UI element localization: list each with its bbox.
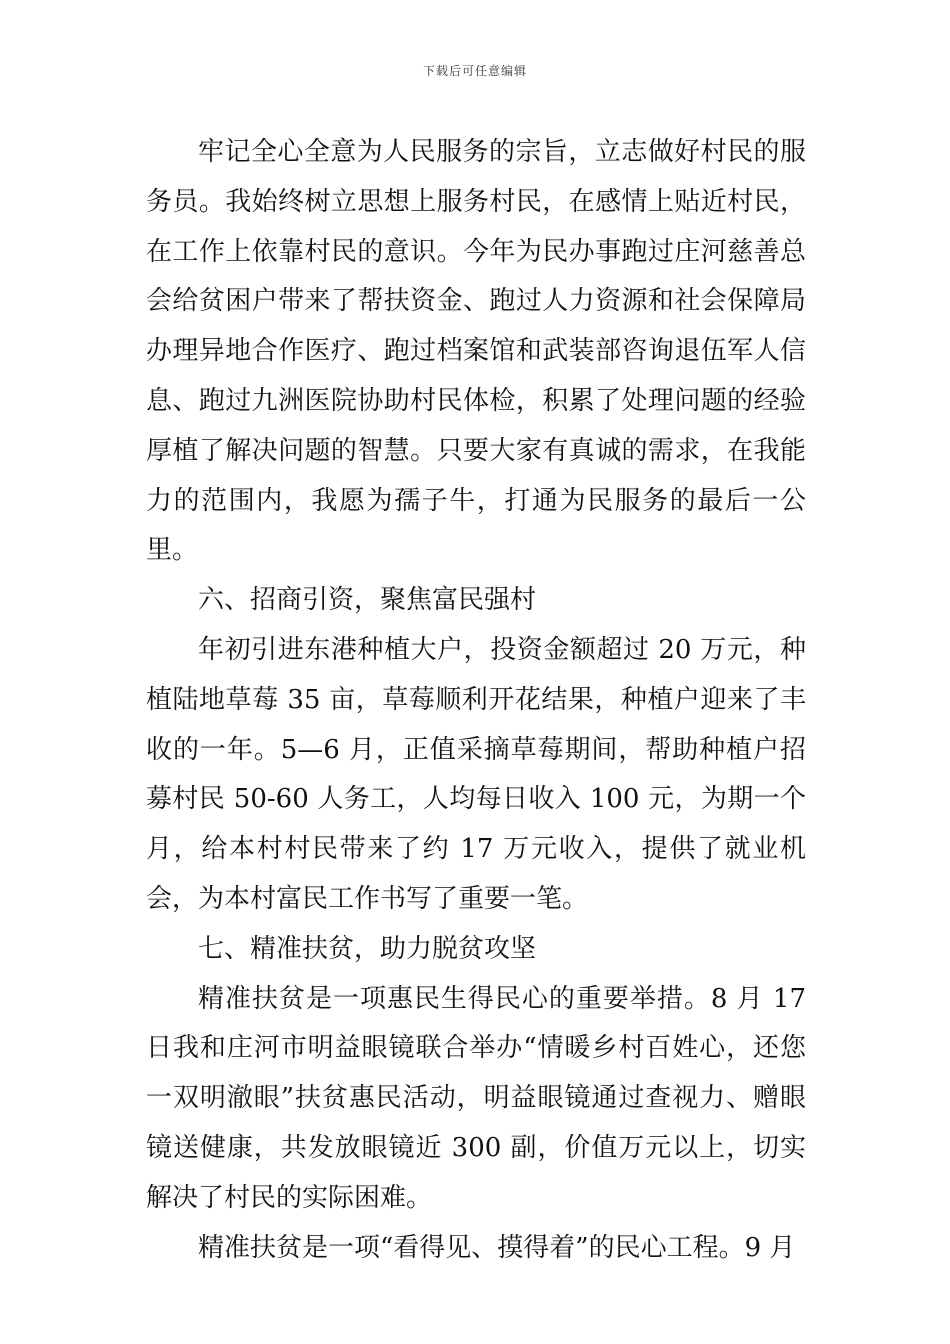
- section-heading-investment: 六、招商引资，聚焦富民强村: [198, 585, 537, 616]
- document-body: [146, 128, 806, 1273]
- paragraph-project: 精准扶贫是一项“看得见、摸得着”的民心工程。9 月: [198, 1232, 796, 1263]
- page-header-note: 下载后可任意编辑: [422, 64, 527, 78]
- section-heading-poverty: 七、精准扶贫，助力脱贫攻坚: [198, 933, 537, 964]
- paragraph-glasses: 精准扶贫是一项惠民生得民心的重要举措。8 月 17 日我和庄河市明益眼镜联合举办“情暖乡村百姓心，还您一双明澈眼”扶贫惠民活动，明益眼镜通过查视力、赠眼镜送健康，共发放眼镜近 300 副，价值万元以上，切实解决了村民的实际困难。: [146, 983, 806, 1213]
- paragraph-service: 牢记全心全意为人民服务的宗旨，立志做好村民的服务员。我始终树立思想上服务村民，在感情上贴近村民，在工作上依靠村民的意识。今年为民办事跑过庄河慈善总会给贫困户带来了帮扶资金、跑过人力资源和社会保障局办理异地合作医疗、跑过档案馆和武装部咨询退伍军人信息、跑过九洲医院协助村民体检，积累了处理问题的经验厚植了解决问题的智慧。只要大家有真诚的需求，在我能力的范围内，我愿为孺子牛，打通为民服务的最后一公里。: [146, 137, 806, 566]
- paragraph-strawberry: 年初引进东港种植大户，投资金额超过 20 万元，种植陆地草莓 35 亩，草莓顺利开花结果，种植户迎来了丰收的一年。5—6 月，正值采摘草莓期间，帮助种植户招募村民 50-60 人务工，人均每日收入 100 元，为期一个月，给本村村民带来了约 17 万元收入，提供了就业机会，为本村富民工作书写了重要一笔。: [146, 634, 806, 914]
